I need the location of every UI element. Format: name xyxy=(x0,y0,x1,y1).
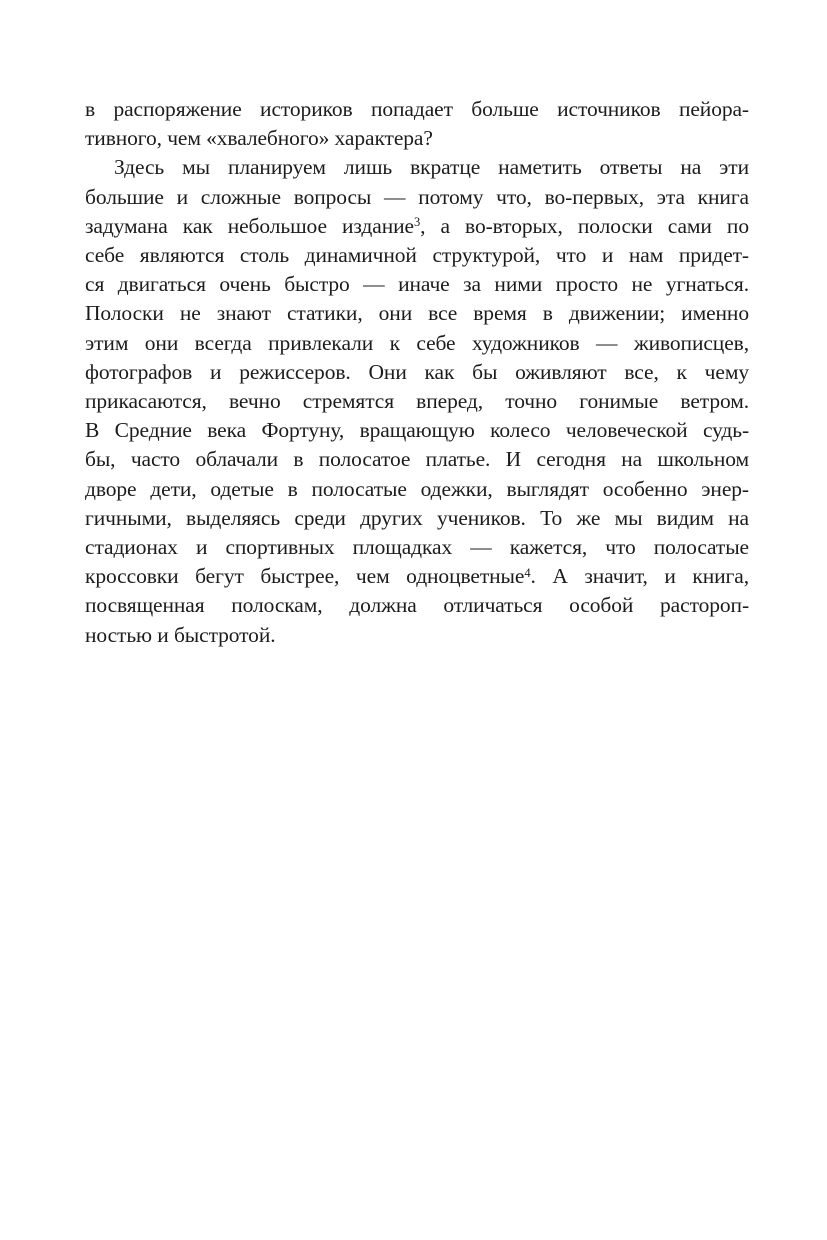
text-line xyxy=(85,153,749,182)
text-segment: себе являются столь динамичной структурой, что и нам придет- xyxy=(85,243,749,268)
text-segment: большие и сложные вопросы — потому что, во-первых, эта книга xyxy=(85,184,749,209)
text-line xyxy=(85,270,749,299)
text-segment: ностью и быстротой. xyxy=(85,622,276,647)
text-segment: этим они всегда привлекали к себе художников — живописцев, xyxy=(85,330,749,355)
text-block xyxy=(85,95,749,650)
text-segment: посвященная полоскам, должна отличаться особой растороп- xyxy=(85,593,749,618)
text-line xyxy=(85,621,749,650)
text-segment: . А значит, и книга, xyxy=(530,564,749,589)
text-segment: задумана как небольшое издание xyxy=(85,213,414,238)
text-line xyxy=(85,299,749,328)
text-line xyxy=(85,504,749,533)
text-segment: стадионах и спортивных площадках — кажется, что полосатые xyxy=(85,535,749,560)
text-line xyxy=(85,241,749,270)
text-segment: тивного, чем «хвалебного» характера? xyxy=(85,126,433,151)
text-segment: кроссовки бегут быстрее, чем одноцветные xyxy=(85,564,525,589)
text-line xyxy=(85,533,749,562)
text-segment: Полоски не знают статики, они все время в движении; именно xyxy=(85,301,749,326)
text-line xyxy=(85,562,749,591)
paragraph-1 xyxy=(85,95,749,153)
text-line xyxy=(85,358,749,387)
text-segment: гичными, выделяясь среди других учеников. То же мы видим на xyxy=(85,505,749,530)
text-segment: , а во-вторых, полоски сами по xyxy=(420,213,749,238)
text-line xyxy=(85,475,749,504)
text-segment: Здесь мы планируем лишь вкратце наметить ответы на эти xyxy=(114,155,749,180)
text-segment: дворе дети, одетые в полосатые одежки, выглядят особенно энер- xyxy=(85,476,749,501)
text-line xyxy=(85,445,749,474)
text-segment: В Средние века Фортуну, вращающую колесо человеческой судь- xyxy=(85,418,749,443)
text-line xyxy=(85,212,749,241)
text-line xyxy=(85,591,749,620)
text-segment: фотографов и режиссеров. Они как бы оживляют все, к чему xyxy=(85,359,749,384)
text-segment: ся двигаться очень быстро — иначе за ними просто не угнаться. xyxy=(85,272,749,297)
footnote-marker: 4 xyxy=(524,565,531,580)
text-line xyxy=(85,329,749,358)
footnote-marker: 3 xyxy=(413,215,421,230)
text-line xyxy=(85,183,749,212)
text-line xyxy=(85,95,749,124)
text-segment: бы, часто облачали в полосатое платье. И сегодня на школьном xyxy=(85,447,749,472)
text-segment: прикасаются, вечно стремятся вперед, точно гонимые ветром. xyxy=(85,389,749,414)
text-line xyxy=(85,387,749,416)
text-segment: в распоряжение историков попадает больше источников пейора- xyxy=(85,97,749,121)
text-line xyxy=(85,416,749,445)
paragraph-2 xyxy=(85,153,749,649)
text-line xyxy=(85,124,749,153)
